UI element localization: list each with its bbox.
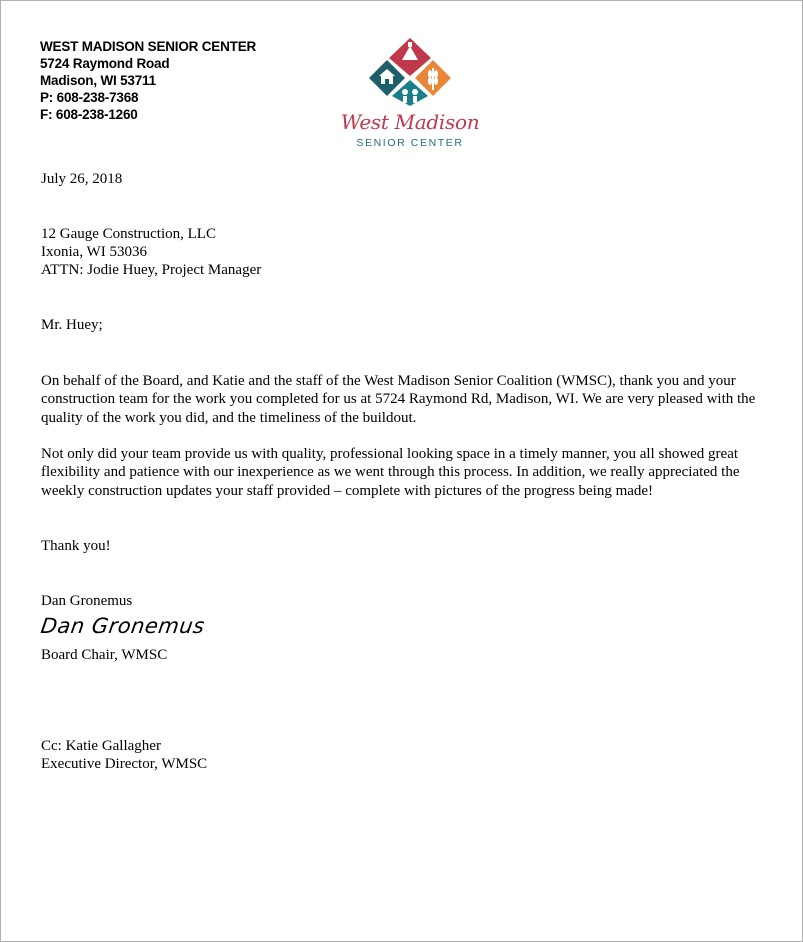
body-paragraph-1: On behalf of the Board, and Katie and the staff of the West Madison Senior Coalition (WMSC), thank you and your construction team for the work you completed for us at 5724 Raymond Rd, Madison, WI. We are very pleased with the quality of the work you did, and the timeliness of the buildout. bbox=[41, 373, 756, 426]
signer-name: Dan Gronemus bbox=[41, 593, 133, 609]
sender-street: 5724 Raymond Road bbox=[40, 56, 170, 71]
sender-fax: F: 608-238-1260 bbox=[40, 107, 138, 122]
recipient-city: Ixonia, WI 53036 bbox=[41, 244, 147, 260]
closing: Thank you! bbox=[41, 538, 111, 554]
handwritten-signature: Dan Gronemus bbox=[39, 614, 207, 638]
organization-logo bbox=[335, 36, 495, 156]
cc-line: Cc: Katie Gallagher bbox=[41, 738, 161, 754]
logo-diamond-icon bbox=[335, 36, 485, 106]
sender-name: WEST MADISON SENIOR CENTER bbox=[40, 39, 257, 54]
sender-city: Madison, WI 53711 bbox=[40, 73, 156, 88]
logo-name: West Madison bbox=[340, 110, 480, 134]
logo-subtitle: SENIOR CENTER bbox=[356, 137, 464, 149]
recipient-company: 12 Gauge Construction, LLC bbox=[41, 226, 216, 242]
sender-address-block bbox=[40, 38, 256, 123]
letter-date: July 26, 2018 bbox=[41, 171, 123, 187]
cc-title: Executive Director, WMSC bbox=[41, 756, 208, 772]
body-paragraph-2: Not only did your team provide us with quality, professional looking space in a timely manner, you all showed great flexibility and patience with our inexperience as we went through this process. In addition, we really appreciated the weekly construction updates your staff provided – complete with pictures of the progress being made! bbox=[41, 446, 740, 499]
recipient-attn: ATTN: Jodie Huey, Project Manager bbox=[41, 262, 262, 278]
sender-phone: P: 608-238-7368 bbox=[40, 90, 139, 105]
signer-title: Board Chair, WMSC bbox=[41, 647, 168, 663]
salutation: Mr. Huey; bbox=[41, 317, 103, 333]
